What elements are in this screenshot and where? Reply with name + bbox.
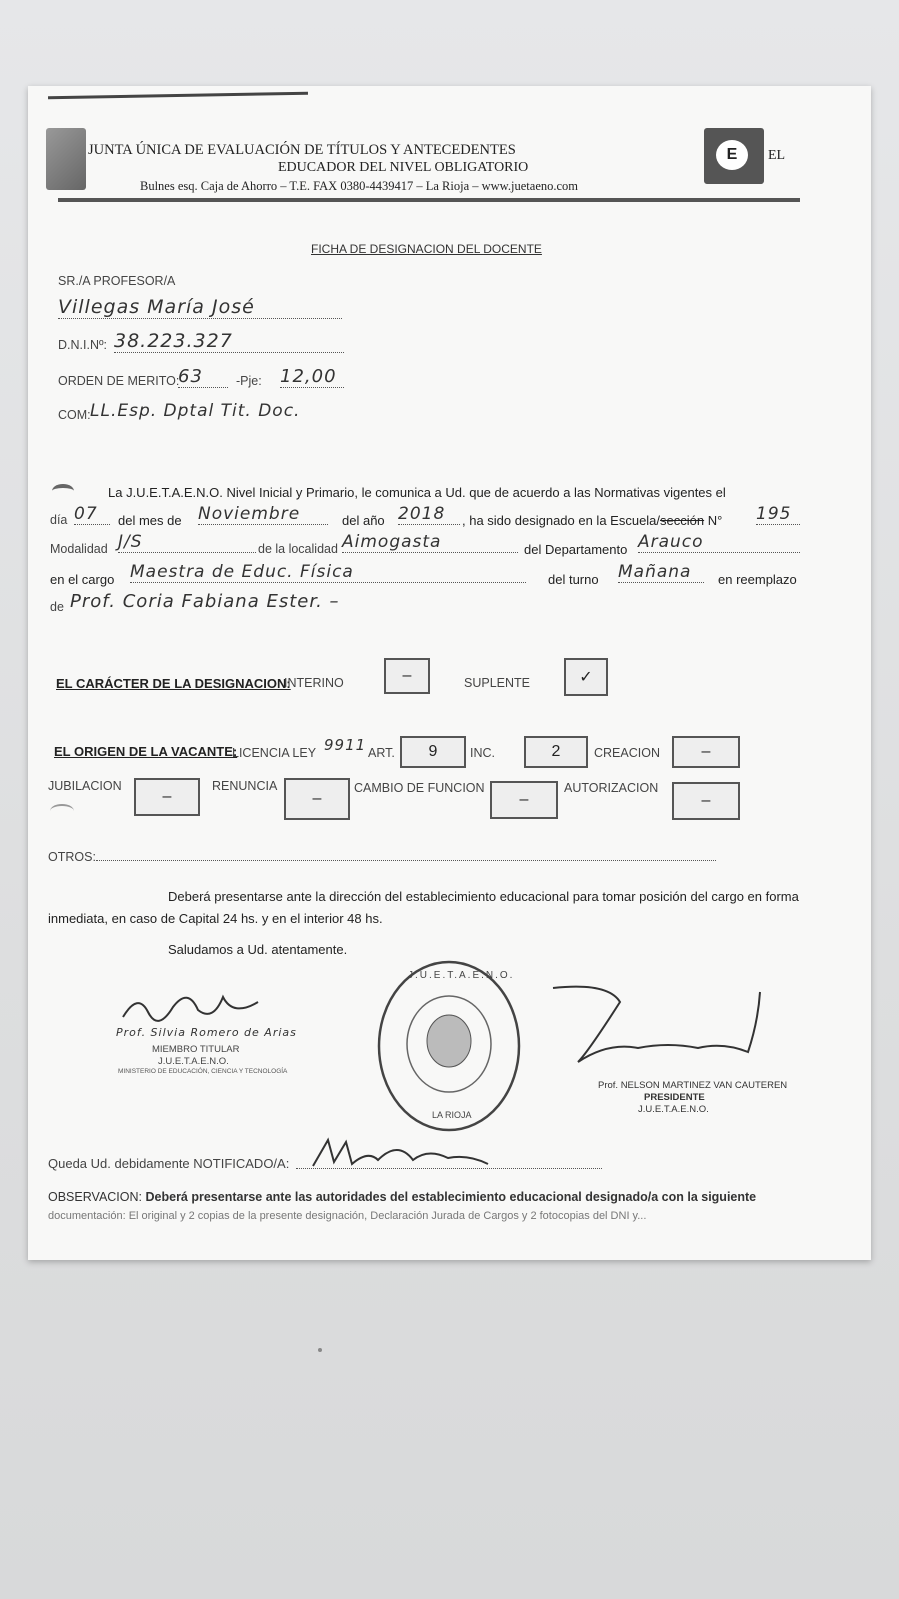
- right-logo-icon: [704, 128, 764, 184]
- departamento-label: del Departamento: [524, 542, 628, 557]
- observacion-block: [48, 1190, 756, 1204]
- reemplazo-value: Prof. Coria Fabiana Ester. –: [70, 591, 340, 612]
- suplente-mark: ✓: [579, 669, 593, 686]
- escuela-suffix: N°: [707, 513, 723, 528]
- creacion-value: –: [701, 743, 711, 760]
- origen-label: EL ORIGEN DE LA VACANTE:: [54, 744, 238, 759]
- cargo-label: en el cargo: [50, 572, 115, 587]
- renuncia-label: RENUNCIA: [212, 779, 278, 793]
- suplente-label: SUPLENTE: [464, 676, 530, 690]
- localidad-value: Aimogasta: [342, 532, 518, 553]
- corner-mark-icon: [52, 484, 74, 498]
- escuela-label-text: , ha sido designado en la Escuela/: [462, 513, 661, 528]
- document-sheet: [28, 86, 871, 1260]
- inc-label: INC.: [470, 746, 495, 760]
- observacion-text: Deberá presentarse ante las autoridades del establecimiento educacional designado/a con la siguiente: [145, 1190, 757, 1204]
- observacion-label: OBSERVACION:: [48, 1190, 143, 1204]
- cargo-value: Maestra de Educ. Física: [130, 562, 526, 583]
- anio-value: 2018: [398, 504, 460, 525]
- pje-label: -Pje:: [236, 374, 262, 388]
- com-label: COM:: [58, 408, 91, 422]
- modalidad-value: J/S: [118, 532, 256, 553]
- renuncia-box: [284, 778, 350, 820]
- anio-label: del año: [342, 513, 385, 528]
- top-rule: [48, 92, 308, 100]
- otros-line: [96, 860, 716, 861]
- renuncia-value: –: [312, 790, 322, 807]
- teacher-name: Villegas María José: [58, 296, 342, 319]
- cambio-label: CAMBIO DE FUNCION: [354, 781, 485, 795]
- notificado-line: [296, 1168, 602, 1169]
- interino-box: [384, 658, 430, 694]
- greeting-text: Saludamos a Ud. atentamente.: [168, 942, 348, 957]
- ley-value: 9911: [324, 736, 367, 754]
- notificado-signature-icon: [308, 1130, 498, 1180]
- left-sign-org: J.U.E.T.A.E.N.O.: [158, 1056, 229, 1067]
- caracter-label: EL CARÁCTER DE LA DESIGNACION:: [56, 676, 291, 691]
- otros-label: OTROS:: [48, 850, 96, 864]
- hole-punch-icon: [50, 804, 74, 818]
- right-sign-org: J.U.E.T.A.E.N.O.: [638, 1104, 709, 1115]
- cambio-value: –: [519, 791, 529, 808]
- escuela-value: 195: [756, 504, 800, 525]
- header-address: Bulnes esq. Caja de Ahorro – T.E. FAX 0380-4439417 – La Rioja – www.juetaeno.com: [140, 179, 579, 193]
- inc-value: 2: [551, 743, 561, 760]
- right-sign-name: Prof. NELSON MARTINEZ VAN CAUTEREN: [598, 1080, 788, 1091]
- inc-box: [524, 736, 588, 768]
- licencia-label: LICENCIA LEY: [232, 746, 317, 760]
- cambio-box: [490, 781, 558, 819]
- de-label: de: [50, 600, 64, 614]
- reemplazo-label: en reemplazo: [718, 572, 797, 587]
- turno-value: Mañana: [618, 562, 704, 583]
- left-signature-icon: [118, 982, 268, 1032]
- header-line1: JUNTA ÚNICA DE EVALUACIÓN DE TÍTULOS Y ANTECEDENTES: [88, 142, 516, 158]
- pje-value: 12,00: [280, 366, 344, 388]
- autorizacion-value: –: [701, 792, 711, 809]
- jubilacion-box: [134, 778, 200, 816]
- teacher-label: SR./A PROFESOR/A: [58, 274, 176, 288]
- right-sign-role: PRESIDENTE: [644, 1092, 705, 1103]
- autorizacion-box: [672, 782, 740, 820]
- dia-value: 07: [74, 504, 110, 525]
- right-signature-icon: [548, 982, 768, 1092]
- observacion-text-2: documentación: El original y 2 copias de la presente designación, Declaración Jurada de Cargos y 2 fotocopias del DNI y...: [48, 1210, 647, 1222]
- dni-label: D.N.I.Nº:: [58, 338, 108, 352]
- escuela-strike: sección: [660, 513, 705, 528]
- art-box: [400, 736, 466, 768]
- departamento-value: Arauco: [638, 532, 800, 553]
- seal-bottom-text: LA RIOJA: [432, 1110, 472, 1120]
- merit-value: 63: [178, 366, 228, 388]
- merit-label: ORDEN DE MERITO:: [58, 374, 180, 388]
- notificado-label: Queda Ud. debidamente NOTIFICADO/A:: [48, 1156, 290, 1171]
- document-title: FICHA DE DESIGNACION DEL DOCENTE: [311, 242, 542, 256]
- suplente-box: [564, 658, 608, 696]
- escuela-label: [462, 513, 722, 528]
- dust-speck: [318, 1348, 322, 1352]
- mes-label: del mes de: [118, 513, 182, 528]
- left-sign-role: MIEMBRO TITULAR: [152, 1044, 240, 1055]
- interino-mark: –: [402, 667, 412, 684]
- left-logo-icon: [46, 128, 86, 190]
- localidad-label: de la localidad: [258, 542, 338, 556]
- logo-letter: E: [716, 140, 748, 170]
- dni-value: 38.223.327: [114, 330, 344, 353]
- header-line2: EDUCADOR DEL NIVEL OBLIGATORIO: [278, 160, 529, 175]
- instructions-text: Deberá presentarse ante la dirección del establecimiento educacional para tomar posición del cargo en forma inmediata, en caso de Capital 24 hs. y en el interior 48 hs.: [48, 889, 799, 926]
- mes-value: Noviembre: [198, 504, 328, 525]
- autorizacion-label: AUTORIZACION: [564, 781, 659, 795]
- modalidad-label: Modalidad: [50, 542, 108, 556]
- dia-label: día: [50, 513, 68, 527]
- jubilacion-value: –: [162, 788, 172, 805]
- creacion-label: CREACION: [594, 746, 660, 760]
- com-value: LL.Esp. Dptal Tit. Doc.: [90, 401, 301, 421]
- turno-label: del turno: [548, 572, 599, 587]
- left-sign-ministry: MINISTERIO DE EDUCACIÓN, CIENCIA Y TECNOLOGÍA: [118, 1068, 288, 1075]
- interino-label: INTERINO: [284, 676, 344, 690]
- left-sign-name: Prof. Silvia Romero de Arias: [116, 1026, 297, 1039]
- logo-suffix: EL: [768, 148, 786, 163]
- art-label: ART.: [368, 746, 395, 760]
- creacion-box: [672, 736, 740, 768]
- header-rule: [58, 198, 800, 202]
- jubilacion-label: JUBILACION: [48, 779, 122, 793]
- seal-top-text: J.U.E.T.A.E.N.O.: [408, 970, 515, 981]
- art-value: 9: [428, 743, 438, 760]
- official-seal-icon: [374, 956, 524, 1136]
- intro-text: La J.U.E.T.A.E.N.O. Nivel Inicial y Primario, le comunica a Ud. que de acuerdo a las Normativas vigentes el: [108, 485, 726, 500]
